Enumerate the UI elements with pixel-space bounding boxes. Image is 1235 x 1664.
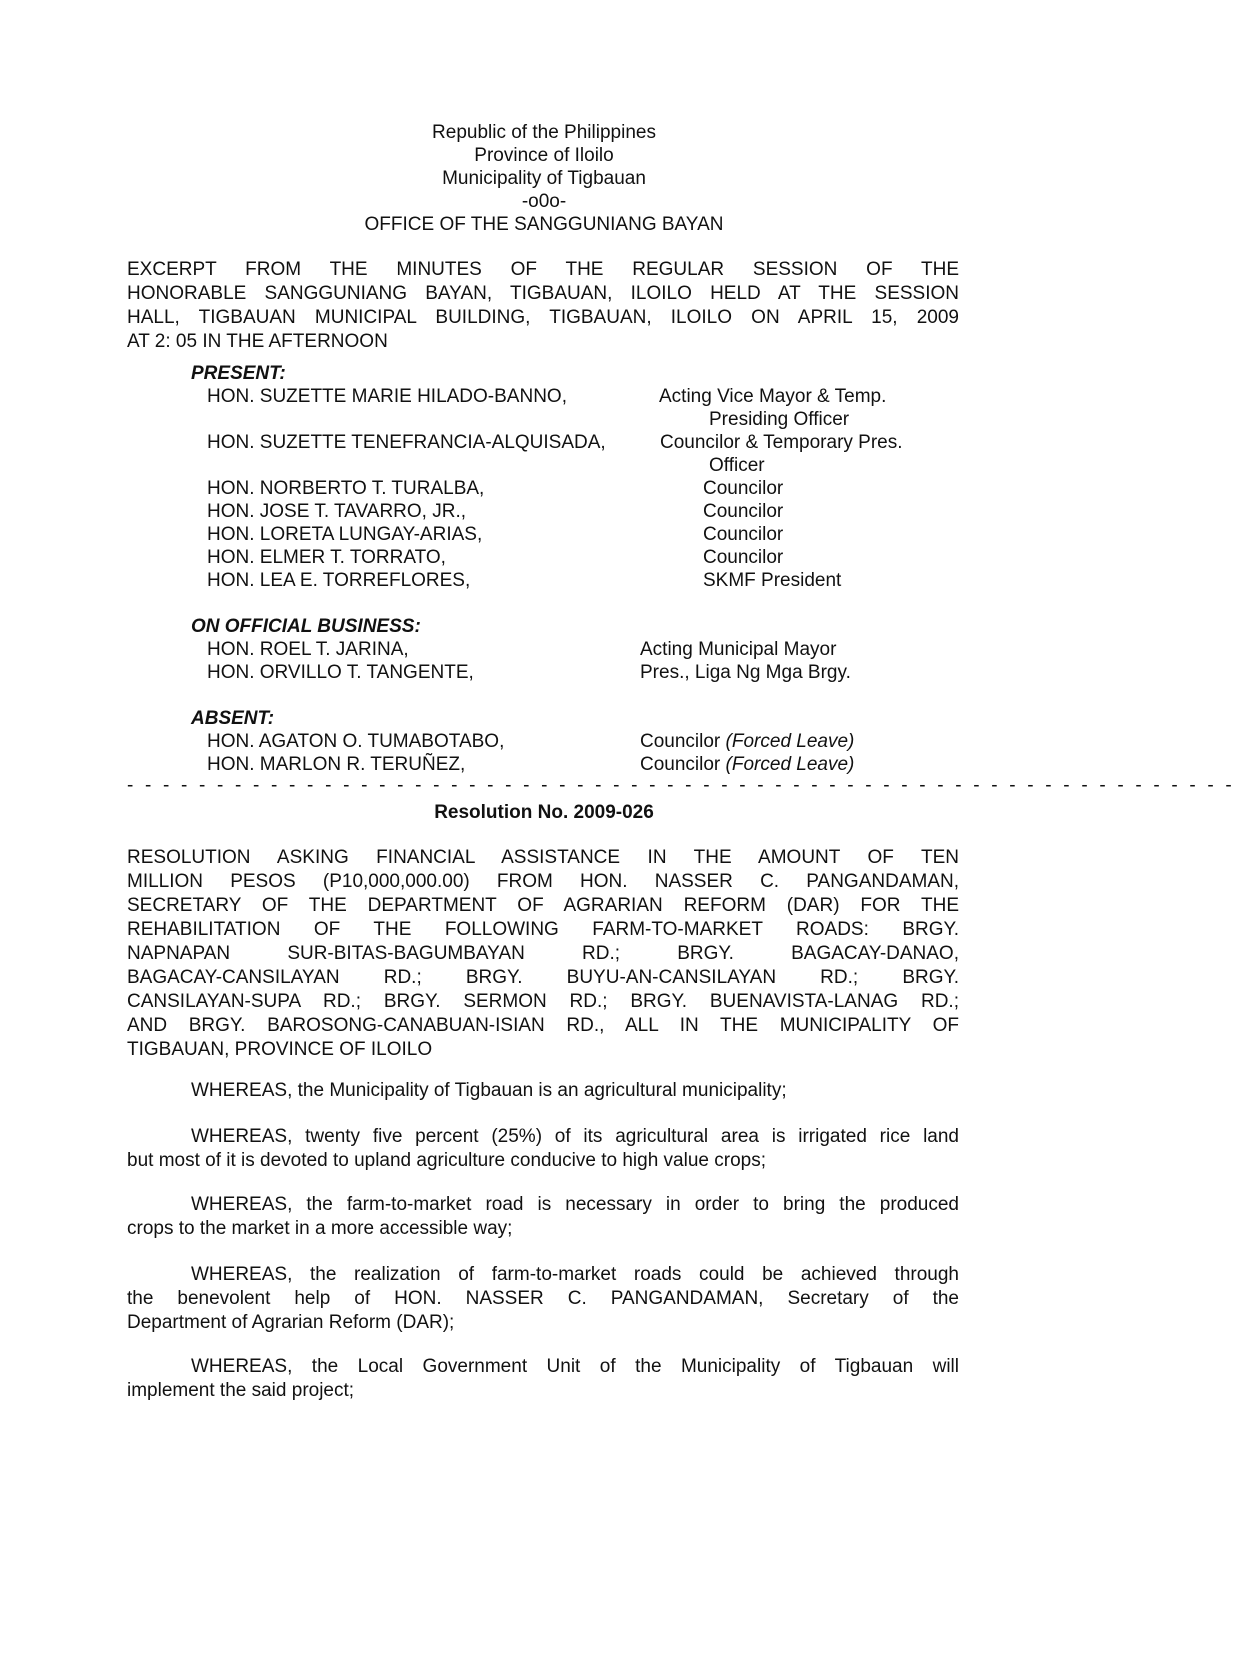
resolution-title-line: TIGBAUAN, PROVINCE OF ILOILO xyxy=(127,1039,433,1060)
resolution-title-line: RESOLUTION ASKING FINANCIAL ASSISTANCE IN THE AMOUNT OF TEN xyxy=(127,847,959,868)
present-member-name: HON. SUZETTE TENEFRANCIA-ALQUISADA, xyxy=(207,432,606,453)
whereas-line: but most of it is devoted to upland agriculture conducive to high value crops; xyxy=(127,1150,766,1171)
absent-member-note: (Forced Leave) xyxy=(725,754,855,775)
present-member-position: Councilor xyxy=(703,478,784,499)
official-business-heading: ON OFFICIAL BUSINESS: xyxy=(191,616,421,637)
header-municipality: Municipality of Tigbauan xyxy=(442,168,646,189)
whereas-clause xyxy=(127,1079,959,1103)
header-separator: -o0o- xyxy=(521,191,567,212)
present-member-name: HON. JOSE T. TAVARRO, JR., xyxy=(207,501,467,522)
present-member-name: HON. ELMER T. TORRATO, xyxy=(207,547,446,568)
whereas-clause xyxy=(127,1193,959,1241)
absent-member-position xyxy=(640,753,854,776)
whereas-clause xyxy=(127,1263,959,1335)
present-member-position: Councilor xyxy=(703,547,784,568)
official-business-member-name: HON. ROEL T. JARINA, xyxy=(207,639,409,660)
official-business-member-name: HON. ORVILLO T. TANGENTE, xyxy=(207,662,474,683)
whereas-clause xyxy=(127,1355,959,1403)
excerpt-paragraph xyxy=(127,258,959,354)
resolution-title-line: REHABILITATION OF THE FOLLOWING FARM-TO-MARKET ROADS: BRGY. xyxy=(127,919,959,940)
present-heading: PRESENT: xyxy=(191,363,286,384)
dashed-divider xyxy=(127,774,1235,797)
whereas-line: the benevolent help of HON. NASSER C. PANGANDAMAN, Secretary of the xyxy=(127,1288,959,1309)
whereas-line: WHEREAS, the Local Government Unit of the Municipality of Tigbauan will xyxy=(191,1356,959,1377)
absent-member-position xyxy=(640,730,854,753)
present-member-position: SKMF President xyxy=(703,570,842,591)
whereas-line: WHEREAS, twenty five percent (25%) of its agricultural area is irrigated rice land xyxy=(191,1126,959,1147)
present-member-name: HON. SUZETTE MARIE HILADO-BANNO, xyxy=(207,386,567,407)
excerpt-line: HALL, TIGBAUAN MUNICIPAL BUILDING, TIGBAUAN, ILOILO ON APRIL 15, 2009 xyxy=(127,307,959,328)
whereas-line: implement the said project; xyxy=(127,1380,355,1401)
resolution-number: Resolution No. 2009-026 xyxy=(434,802,654,823)
excerpt-line: AT 2: 05 IN THE AFTERNOON xyxy=(127,331,388,352)
present-member-position-cont: Officer xyxy=(709,455,765,476)
present-member-position: Councilor xyxy=(703,524,784,545)
resolution-title-line: CANSILAYAN-SUPA RD.; BRGY. SERMON RD.; BRGY. BUENAVISTA-LANAG RD.; xyxy=(127,991,959,1012)
present-member-position-cont: Presiding Officer xyxy=(709,409,850,430)
present-member-name: HON. LORETA LUNGAY-ARIAS, xyxy=(207,524,483,545)
resolution-title-line: BAGACAY-CANSILAYAN RD.; BRGY. BUYU-AN-CANSILAYAN RD.; BRGY. xyxy=(127,967,959,988)
resolution-title-line: NAPNAPAN SUR-BITAS-BAGUMBAYAN RD.; BRGY. BAGACAY-DANAO, xyxy=(127,943,959,964)
header-province: Province of Iloilo xyxy=(474,145,614,166)
present-member-name: HON. LEA E. TORREFLORES, xyxy=(207,570,471,591)
dashed-divider-text: - - - - - - - - - - - - - - - - - - - - - - - - - - - - - - - - - - - - - - - - - - - - - - - - - - - - - - - - - - - - - - xyxy=(127,775,1235,796)
absent-member-note: (Forced Leave) xyxy=(725,731,855,752)
whereas-line: Department of Agrarian Reform (DAR); xyxy=(127,1312,455,1333)
resolution-title-line: AND BRGY. BAROSONG-CANABUAN-ISIAN RD., ALL IN THE MUNICIPALITY OF xyxy=(127,1015,959,1036)
whereas-line: WHEREAS, the Municipality of Tigbauan is an agricultural municipality; xyxy=(191,1080,787,1101)
whereas-line: WHEREAS, the farm-to-market road is necessary in order to bring the produced xyxy=(191,1194,959,1215)
whereas-line: WHEREAS, the realization of farm-to-market roads could be achieved through xyxy=(191,1264,959,1285)
present-member-position: Councilor & Temporary Pres. xyxy=(660,432,903,453)
absent-member-role: Councilor xyxy=(640,731,721,752)
present-member-position: Councilor xyxy=(703,501,784,522)
excerpt-line: EXCERPT FROM THE MINUTES OF THE REGULAR SESSION OF THE xyxy=(127,259,959,280)
absent-heading: ABSENT: xyxy=(191,708,275,729)
whereas-clause xyxy=(127,1125,959,1173)
excerpt-line: HONORABLE SANGGUNIANG BAYAN, TIGBAUAN, ILOILO HELD AT THE SESSION xyxy=(127,283,959,304)
header-office: OFFICE OF THE SANGGUNIANG BAYAN xyxy=(364,214,724,235)
resolution-title-line: SECRETARY OF THE DEPARTMENT OF AGRARIAN REFORM (DAR) FOR THE xyxy=(127,895,959,916)
official-business-member-position: Acting Municipal Mayor xyxy=(640,639,837,660)
absent-member-name: HON. MARLON R. TERUÑEZ, xyxy=(207,754,466,775)
present-member-name: HON. NORBERTO T. TURALBA, xyxy=(207,478,485,499)
absent-member-name: HON. AGATON O. TUMABOTABO, xyxy=(207,731,505,752)
whereas-line: crops to the market in a more accessible way; xyxy=(127,1218,513,1239)
absent-member-role: Councilor xyxy=(640,754,721,775)
header-republic: Republic of the Philippines xyxy=(432,122,656,143)
resolution-title-line: MILLION PESOS (P10,000,000.00) FROM HON. NASSER C. PANGANDAMAN, xyxy=(127,871,959,892)
present-member-position: Acting Vice Mayor & Temp. xyxy=(659,386,887,407)
resolution-title xyxy=(127,846,959,1062)
official-business-member-position: Pres., Liga Ng Mga Brgy. xyxy=(640,662,851,683)
